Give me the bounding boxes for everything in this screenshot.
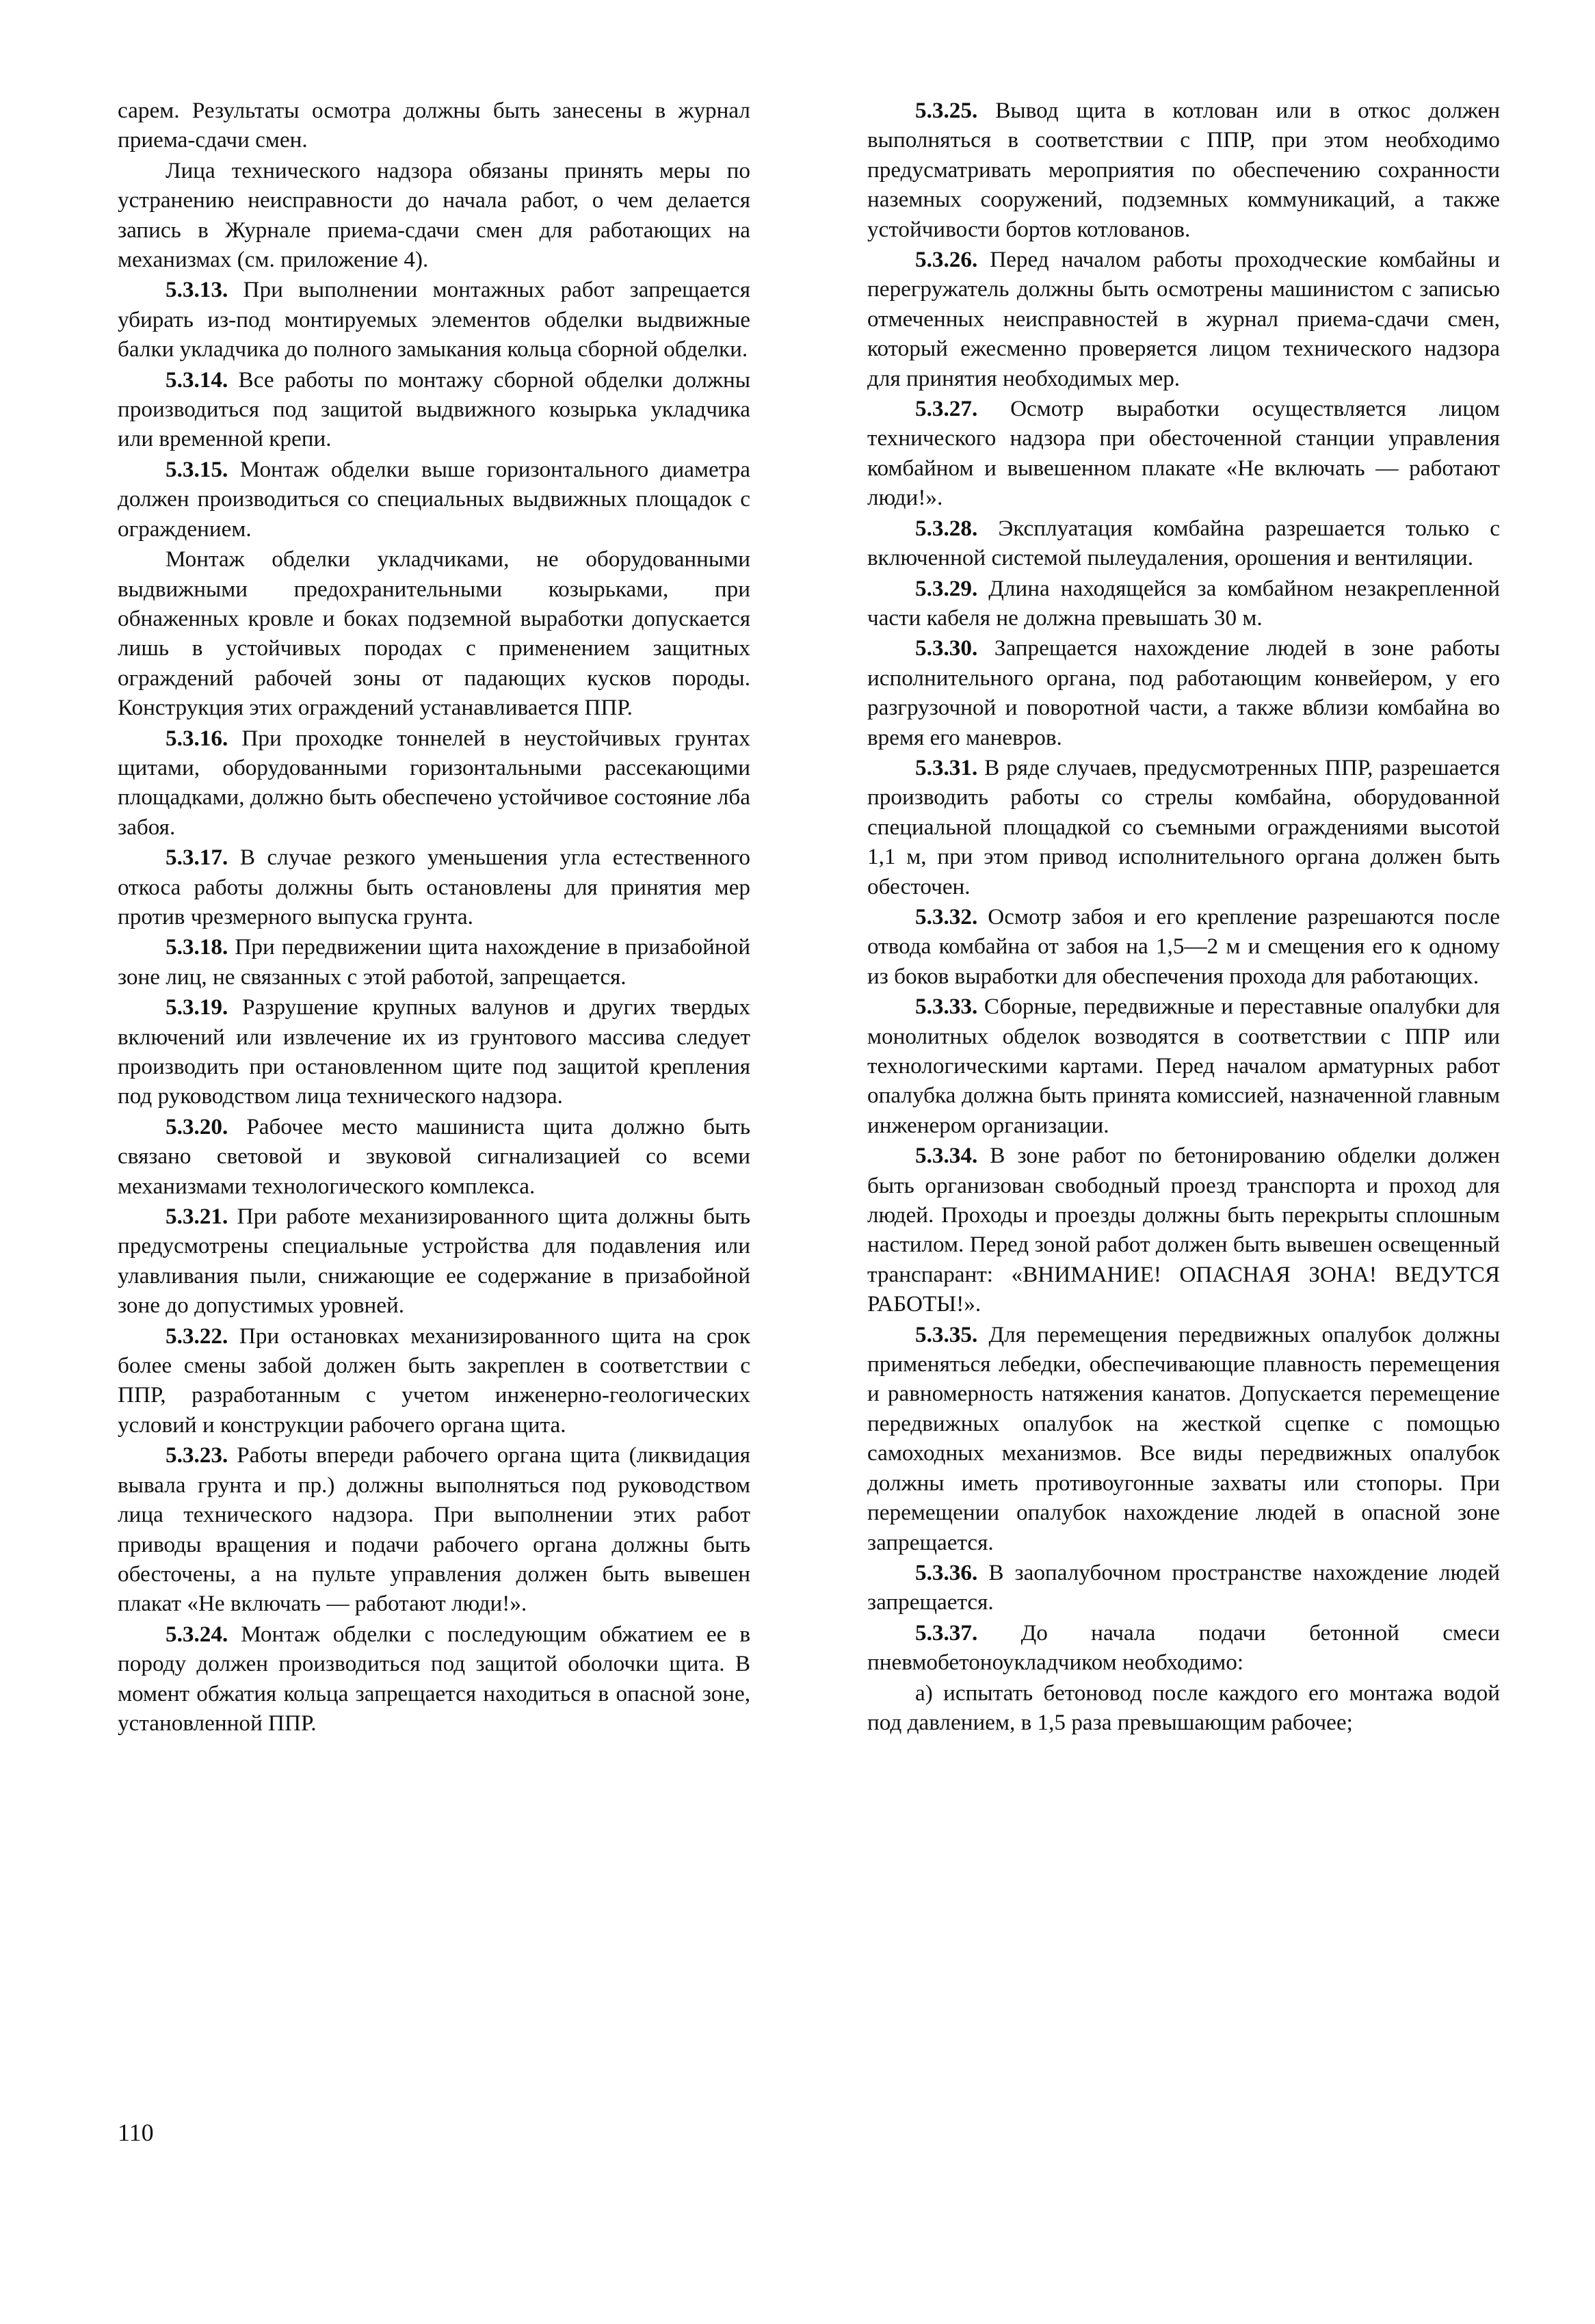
paragraph-text: Сборные, передвижные и переставные опалубки для монолитных обделок возводятся в соответствии с ППР или технологическими картами. Перед началом арматурных работ опалубка должна быть принята комиссией, назначенной главным инженером организации. xyxy=(867,994,1500,1138)
paragraph xyxy=(867,574,1500,633)
clause-number: 5.3.32. xyxy=(915,903,978,929)
paragraph-text: Монтаж обделки выше горизонтального диаметра должен производиться со специальных выдвижных площадок с ограждением. xyxy=(118,456,750,542)
paragraph xyxy=(118,1112,750,1201)
paragraph-text: Лица технического надзора обязаны принять меры по устранению неисправности до начала работ, о чем делается запись в Журнале приема-сдачи смен для работающих на механизмах (см. приложение 4). xyxy=(118,157,750,273)
paragraph xyxy=(118,1620,750,1739)
paragraph xyxy=(118,96,750,155)
clause-number: 5.3.24. xyxy=(166,1621,228,1647)
paragraph xyxy=(118,843,750,932)
clause-number: 5.3.29. xyxy=(915,575,978,601)
paragraph-text: Вывод щита в котлован или в откос должен выполняться в соответствии с ППР, при этом необходимо предусматривать мероприятия по обеспечению сохранности наземных сооружений, подземных коммуникаций, а также устойчивости бортов котлованов. xyxy=(867,98,1500,242)
paragraph-text: Осмотр забоя и его крепление разрешаются после отвода комбайна от забоя на 1,5—2 м и смещения его к одному из боков выработки для обеспечения прохода для работающих. xyxy=(867,903,1500,989)
paragraph-text: Все работы по монтажу сборной обделки должны производиться под защитой выдвижного козырька укладчика или временной крепи. xyxy=(118,367,750,452)
paragraph-text: До начала подачи бетонной смеси пневмобетоноукладчиком необходимо: xyxy=(867,1620,1500,1676)
paragraph-text: Перед началом работы проходческие комбайны и перегружатель должны быть осмотрены машинистом с записью отмеченных неисправностей в журнал приема-сдачи смен, который ежесменно проверяется лицом технического надзора для принятия необходимых мер. xyxy=(867,247,1500,391)
clause-number: 5.3.36. xyxy=(915,1559,978,1585)
paragraph-text: При выполнении монтажных работ запрещается убирать из-под монтируемых элементов обделки выдвижные балки укладчика до полного замыкания кольца сборной обделки. xyxy=(118,277,750,362)
clause-number: 5.3.35. xyxy=(915,1321,978,1347)
clause-number: 5.3.21. xyxy=(166,1204,228,1230)
clause-number: 5.3.14. xyxy=(166,367,228,393)
paragraph xyxy=(118,1321,750,1440)
left-column xyxy=(118,96,750,1738)
paragraph-text: Работы впереди рабочего органа щита (ликвидация вывала грунта и пр.) должны выполняться под руководством лица технического надзора. При выполнении этих работ приводы вращения и подачи рабочего органа должны быть обесточены, а на пульте управления должен быть вывешен плакат «Не включать — работают люди!». xyxy=(118,1442,750,1617)
paragraph xyxy=(867,245,1500,393)
paragraph xyxy=(118,544,750,722)
paragraph-text: Эксплуатация комбайна разрешается только с включенной системой пылеудаления, орошения и вентиляции. xyxy=(867,515,1500,571)
paragraph-text: сарем. Результаты осмотра должны быть занесены в журнал приема-сдачи смен. xyxy=(118,98,750,153)
paragraph xyxy=(867,96,1500,244)
paragraph xyxy=(867,1558,1500,1617)
paragraph xyxy=(118,455,750,544)
clause-number: 5.3.23. xyxy=(166,1442,228,1468)
paragraph xyxy=(118,275,750,364)
right-column xyxy=(867,96,1500,1737)
paragraph xyxy=(867,753,1500,901)
paragraph xyxy=(867,902,1500,991)
paragraph-text: Запрещается нахождение людей в зоне работы исполнительного органа, под работающим конвейером, у его разгрузочной и поворотной части, а также вблизи комбайна во время его маневров. xyxy=(867,635,1500,750)
clause-number: 5.3.25. xyxy=(915,98,978,123)
paragraph xyxy=(867,394,1500,513)
paragraph xyxy=(867,1320,1500,1557)
paragraph-text: Осмотр выработки осуществляется лицом технического надзора при обесточенной станции управления комбайном и вывешенном плакате «Не включать — работают люди!». xyxy=(867,396,1500,511)
clause-number: 5.3.16. xyxy=(166,725,228,751)
paragraph xyxy=(118,1440,750,1618)
paragraph xyxy=(118,365,750,454)
clause-number: 5.3.22. xyxy=(166,1323,228,1349)
clause-number: 5.3.28. xyxy=(915,515,978,541)
paragraph-text: Монтаж обделки с последующим обжатием ее в породу должен производиться под защитой оболочки щита. В момент обжатия кольца запрещается находиться в опасной зоне, установленной ППР. xyxy=(118,1621,750,1736)
paragraph-text: В зоне работ по бетонированию обделки должен быть организован свободный проезд транспорта и проход для людей. Проходы и проезды должны быть перекрыты сплошным настилом. Перед зоной работ должен быть вывешен освещенный транспарант: «ВНИМАНИЕ! ОПАСНАЯ ЗОНА! ВЕДУТСЯ РАБОТЫ!». xyxy=(867,1143,1500,1317)
clause-number: 5.3.15. xyxy=(166,456,228,482)
clause-number: 5.3.31. xyxy=(915,754,978,780)
clause-number: 5.3.26. xyxy=(915,247,978,273)
paragraph-text: а) испытать бетоновод после каждого его монтажа водой под давлением, в 1,5 раза превышающим рабочее; xyxy=(867,1680,1500,1735)
paragraph-text: Рабочее место машиниста щита должно быть связано световой и звуковой сигнализацией со всеми механизмами технологического комплекса. xyxy=(118,1113,750,1199)
paragraph xyxy=(867,992,1500,1140)
paragraph-text: В заопалубочном пространстве нахождение людей запрещается. xyxy=(867,1559,1500,1615)
clause-number: 5.3.34. xyxy=(915,1143,978,1169)
paragraph-text: Монтаж обделки укладчиками, не оборудованными выдвижными предохранительными козырьками, при обнаженных кровле и боках подземной выработки допускается лишь в устойчивых породах с применением защитных ограждений рабочей зоны от падающих кусков породы. Конструкция этих ограждений устанавливается ППР. xyxy=(118,546,750,721)
clause-number: 5.3.37. xyxy=(915,1620,978,1646)
paragraph-text: При проходке тоннелей в неустойчивых грунтах щитами, оборудованными горизонтальными рассекающими площадками, должно быть обеспечено устойчивое состояние лба забоя. xyxy=(118,725,750,840)
clause-number: 5.3.18. xyxy=(166,934,228,960)
paragraph xyxy=(867,633,1500,752)
paragraph-text: При работе механизированного щита должны быть предусмотрены специальные устройства для подавления или улавливания пыли, снижающие ее содержание в призабойной зоне до допустимых уровней. xyxy=(118,1204,750,1319)
paragraph xyxy=(118,992,750,1111)
paragraph-text: Разрушение крупных валунов и других твердых включений или извлечение их из грунтового массива следует производить при остановленном щите под защитой крепления под руководством лица технического надзора. xyxy=(118,994,750,1109)
paragraph xyxy=(118,156,750,275)
paragraph xyxy=(867,514,1500,573)
paragraph-text: При остановках механизированного щита на срок более смены забой должен быть закреплен в соответствии с ППР, разработанным с учетом инженерно-геологических условий и конструкции рабочего органа щита. xyxy=(118,1323,750,1438)
clause-number: 5.3.30. xyxy=(915,635,978,661)
paragraph xyxy=(867,1141,1500,1319)
paragraph-text: Длина находящейся за комбайном незакрепленной части кабеля не должна превышать 30 м. xyxy=(867,575,1500,631)
clause-number: 5.3.19. xyxy=(166,994,228,1020)
clause-number: 5.3.27. xyxy=(915,396,978,422)
paragraph xyxy=(867,1618,1500,1678)
paragraph xyxy=(867,1678,1500,1738)
paragraph-text: В ряде случаев, предусмотренных ППР, разрешается производить работы со стрелы комбайна, оборудованной специальной площадкой со съемными ограждениями высотой 1,1 м, при этом привод исполнительного органа должен быть обесточен. xyxy=(867,754,1500,899)
clause-number: 5.3.33. xyxy=(915,994,978,1020)
clause-number: 5.3.17. xyxy=(166,845,228,871)
paragraph-text: В случае резкого уменьшения угла естественного откоса работы должны быть остановлены для принятия мер против чрезмерного выпуска грунта. xyxy=(118,845,750,929)
paragraph-text: Для перемещения передвижных опалубок должны применяться лебедки, обеспечивающие плавность перемещения и равномерность натяжения канатов. Допускается перемещение передвижных опалубок на жесткой сцепке с помощью самоходных механизмов. Все виды передвижных опалубок должны иметь противоугонные захваты или стопоры. При перемещении опалубок нахождение людей в опасной зоне запрещается. xyxy=(867,1321,1500,1555)
clause-number: 5.3.13. xyxy=(166,277,228,303)
paragraph xyxy=(118,724,750,843)
clause-number: 5.3.20. xyxy=(166,1113,228,1139)
page-number: 110 xyxy=(118,2119,154,2146)
paragraph-text: При передвижении щита нахождение в призабойной зоне лиц, не связанных с этой работой, запрещается. xyxy=(118,934,750,990)
paragraph xyxy=(118,932,750,992)
paragraph xyxy=(118,1202,750,1321)
